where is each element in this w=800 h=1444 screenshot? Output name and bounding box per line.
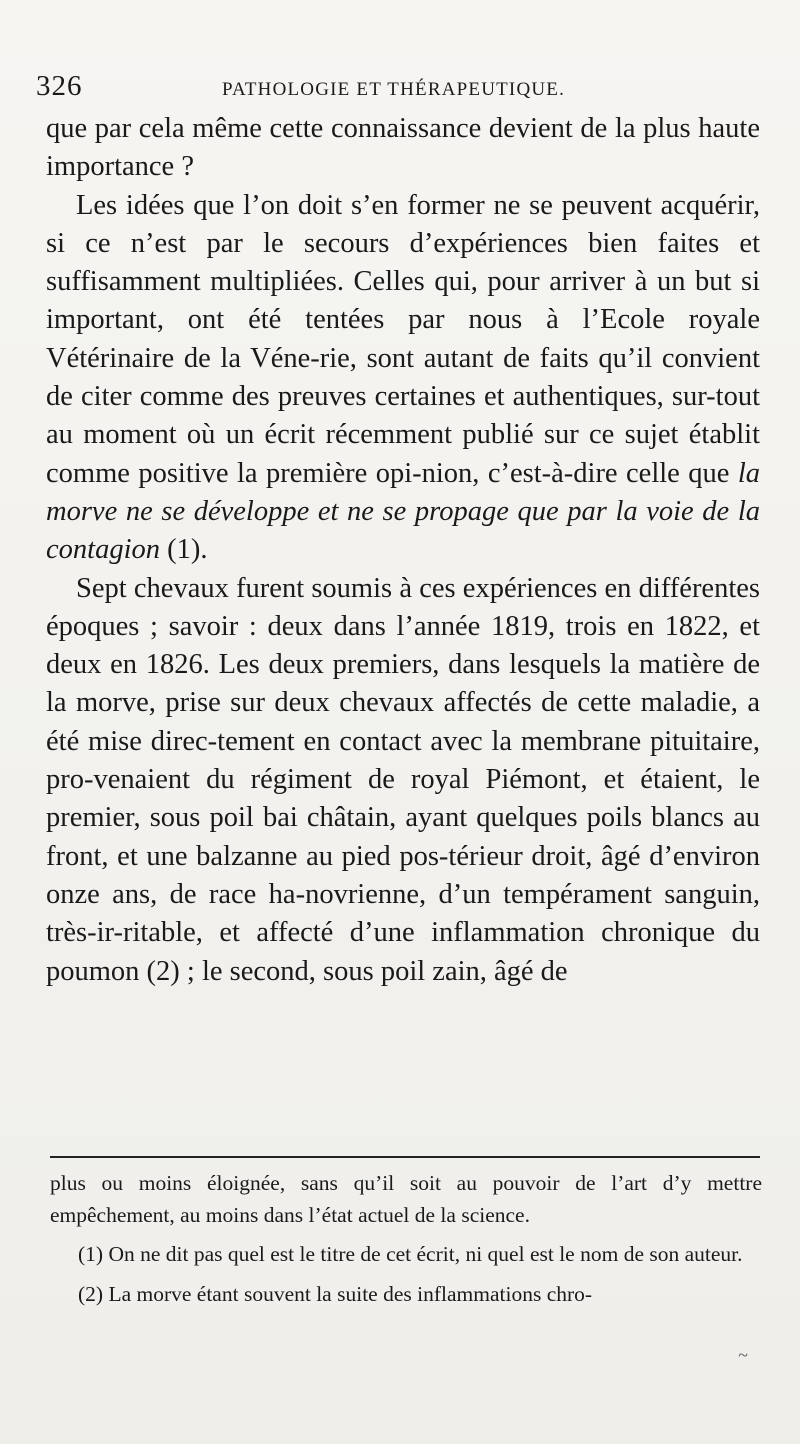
- paragraph-text: Les idées que l’on doit s’en former ne se peuvent acquérir, si ce n’est par le secours d’expériences bien faites et suffisamment multipliées. Celles qui, pour arriver à un but si important, ont été tentées par nous à l’Ecole royale Vétérinaire de la Véne-rie, sont autant de faits qu’il convient de citer comme des preuves certaines et authentiques, sur-tout au moment où un écrit récemment publié sur ce sujet établit comme positive la première opi-nion, c’est-à-dire celle que: [46, 189, 760, 489]
- footnote-divider: [50, 1156, 760, 1158]
- footnote-continued: plus ou moins éloignée, sans qu’il soit au pouvoir de l’art d’y mettre empêchement, au moins dans l’état actuel de la science.: [50, 1171, 762, 1227]
- italic-quote: la morve ne se développe et ne se propage que par la voie de la contagion: [46, 457, 760, 566]
- footnotes: [50, 1168, 762, 1318]
- paragraph-experiments-intro: [46, 187, 760, 570]
- page-number: 326: [36, 70, 83, 102]
- footnote-ref-1: (1).: [160, 534, 208, 566]
- paragraph-continued: que par cela même cette connaissance devient de la plus haute importance ?: [46, 113, 760, 183]
- footnote-2: (2) La morve étant souvent la suite des inflammations chro-: [78, 1281, 593, 1306]
- footnote-1: (1) On ne dit pas quel est le titre de cet écrit, ni quel est le nom de son auteur.: [78, 1242, 743, 1266]
- paragraph-horses: Sept chevaux furent soumis à ces expériences en différentes époques ; savoir : deux dans l’année 1819, trois en 1822, et deux en 1826. Les deux premiers, dans lesquels la matière de la morve, prise sur deux chevaux affectés de cette maladie, a été mise direc-tement en contact avec la membrane pituitaire, pro-venaient du régiment de royal Piémont, et étaient, le premier, sous poil bai châtain, ayant quelques poils blancs au front, et une balzanne au pied pos-térieur droit, âgé d’environ onze ans, de race ha-novrienne, d’un tempérament sanguin, très-ir-ritable, et affecté d’une inflammation chronique du poumon (2) ; le second, sous poil zain, âgé de: [46, 572, 760, 987]
- signature-mark: ~: [738, 1345, 746, 1365]
- running-head: PATHOLOGIE ET THÉRAPEUTIQUE.: [222, 79, 566, 100]
- main-text: [46, 110, 760, 991]
- page-header: [36, 70, 764, 106]
